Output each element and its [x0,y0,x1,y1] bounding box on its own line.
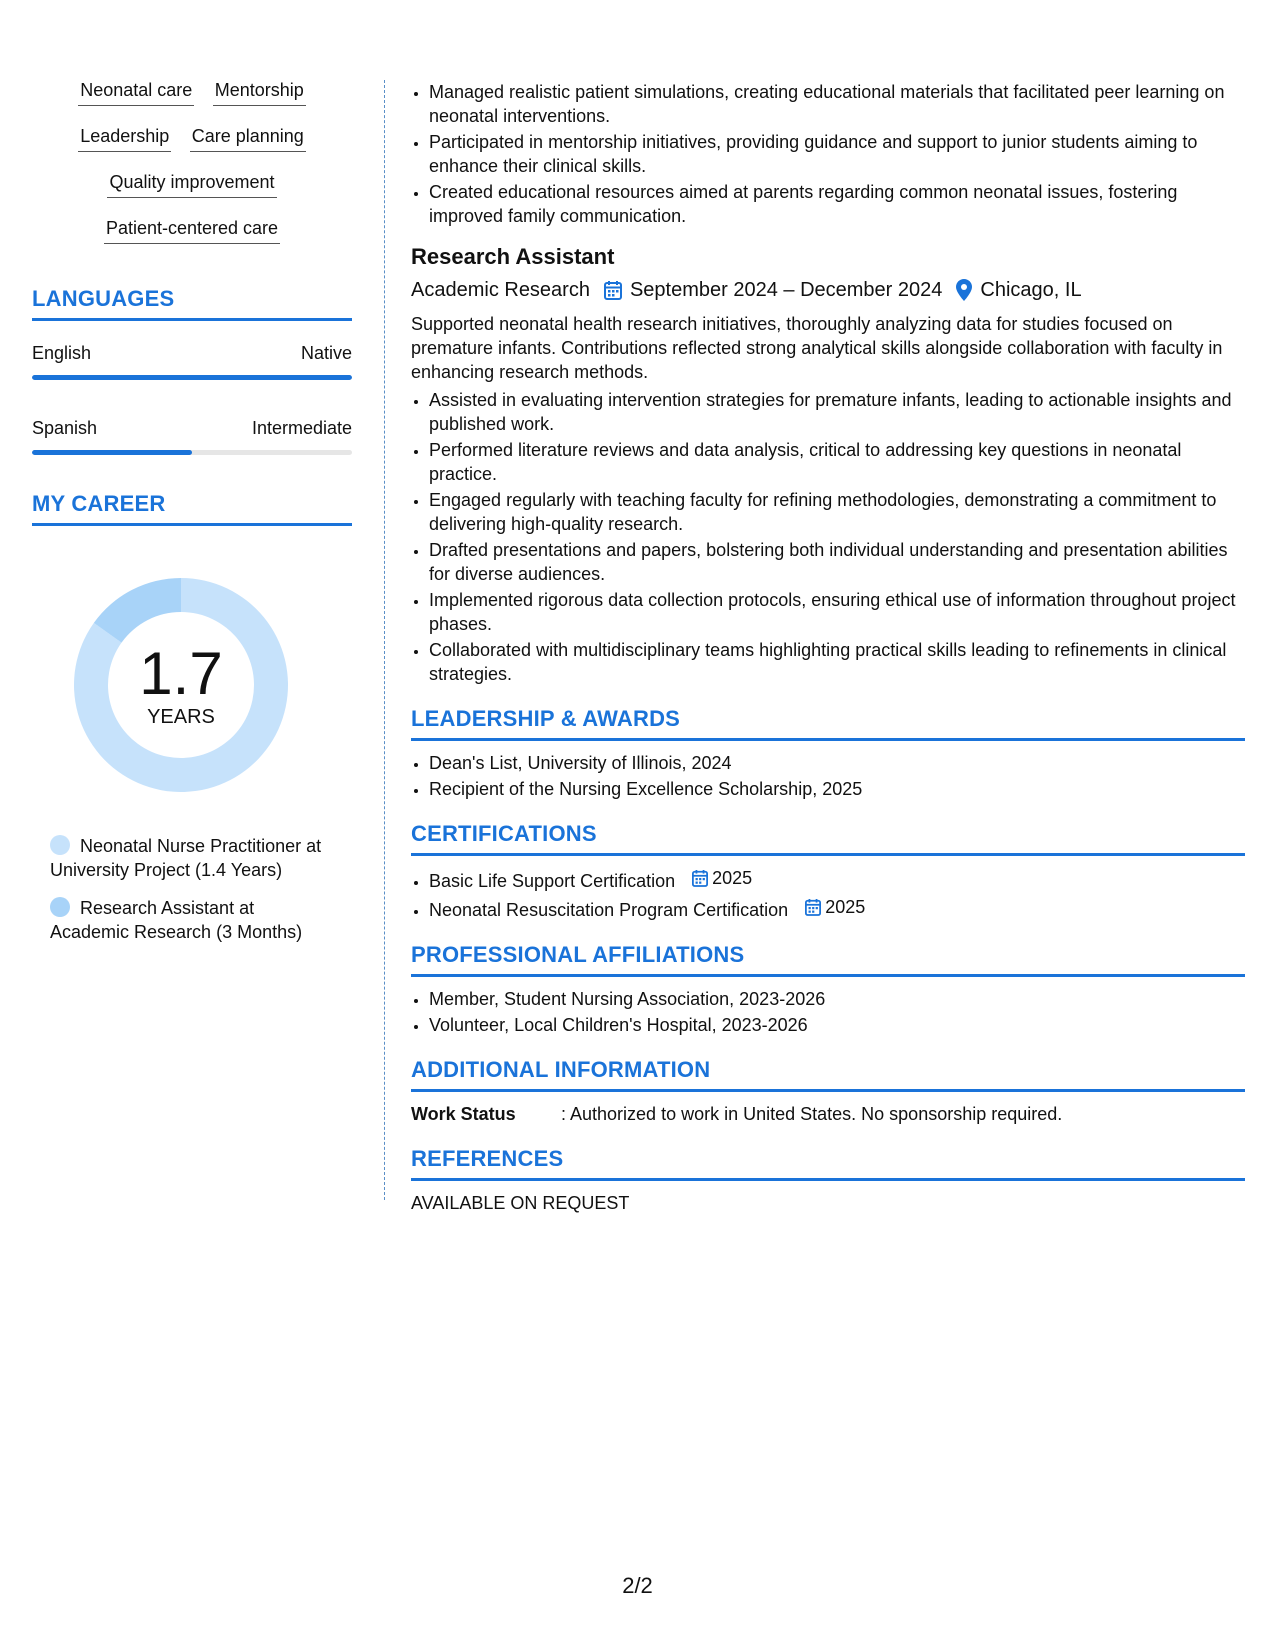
job-dates: September 2024 – December 2024 [629,279,943,301]
legend-label: Research Assistant at Academic Research (3 Months) [50,898,303,942]
calendar-icon [604,280,622,300]
additional-section [411,1057,1245,1126]
page-number: 2/2 [622,1573,653,1598]
references-text: AVAILABLE ON REQUEST [411,1193,630,1213]
prev-job-bullets [411,80,1245,228]
skill-tag: Quality improvement [107,170,276,198]
bullet-item: • Implemented rigorous data collection protocols, ensuring ethical use of information throughout project phases. [429,588,1245,636]
affiliations-section [411,942,1245,1037]
certification-item [429,866,1245,893]
job-bullets [411,388,1245,686]
bullet-item: • Drafted presentations and papers, bolstering both individual understanding and presentation abilities for diverse audiences. [429,538,1245,586]
certification-name: Basic Life Support Certification [429,871,676,891]
certifications-section [411,821,1245,922]
calendar-icon [805,898,821,916]
skill-row [32,170,352,202]
job-title: Research Assistant [411,244,615,269]
language-level-fill [32,375,352,380]
additional-row [411,1102,1245,1126]
languages-section [32,286,352,455]
certification-year: 2025 [825,897,866,917]
calendar-icon [692,869,708,887]
job-description: Supported neonatal health research initiatives, thoroughly analyzing data for studies focused on premature infants. Contributions reflected strong analytical skills alongside collaboration with faculty in enhancing research methods. [411,314,1223,382]
legend-label: Neonatal Nurse Practitioner at University Project (1.4 Years) [50,836,322,880]
skill-row [32,78,352,110]
additional-value: : Authorized to work in United States. No sponsorship required. [561,1104,1063,1124]
references-heading: REFERENCES [411,1146,1245,1181]
legend-item [50,834,330,882]
certifications-heading: CERTIFICATIONS [411,821,1245,856]
languages-heading: LANGUAGES [32,286,352,321]
language-level: Native [300,343,352,363]
job-company: Academic Research [411,279,590,301]
career-total-unit: YEARS [147,706,215,728]
bullet-item: • Created educational resources aimed at parents regarding common neonatal issues, fostering improved family communication. [429,180,1245,228]
language-name: English [32,343,92,363]
column-divider [384,80,385,1200]
leadership-heading: LEADERSHIP & AWARDS [411,706,1245,741]
bullet-item: • Volunteer, Local Children's Hospital, 2023-2026 [429,1013,1245,1037]
additional-key: Work Status [411,1104,516,1124]
bullet-item: • Recipient of the Nursing Excellence Scholarship, 2025 [429,777,1245,801]
job-location: Chicago, IL [980,279,1082,301]
career-legend [32,834,352,944]
bullet-item: • Member, Student Nursing Association, 2023-2026 [429,987,1245,1011]
certifications-list [411,866,1245,922]
language-level: Intermediate [251,418,352,438]
skill-tag: Neonatal care [78,78,194,106]
leadership-section [411,706,1245,801]
language-level-fill [32,450,192,455]
references-section [411,1146,1245,1215]
additional-heading: ADDITIONAL INFORMATION [411,1057,1245,1092]
bullet-item: • Participated in mentorship initiatives, providing guidance and support to junior students aiming to enhance their clinical skills. [429,130,1245,178]
language-item [32,341,352,380]
bullet-item: • Engaged regularly with teaching faculty for refining methodologies, demonstrating a commitment to delivering high-quality research. [429,488,1245,536]
certification-year: 2025 [712,868,753,888]
skill-tag: Care planning [190,124,306,152]
language-list [32,341,352,455]
location-pin-icon [956,279,972,301]
skills-tags [32,78,352,248]
skill-tag: Mentorship [213,78,306,106]
certification-item [429,895,1245,922]
career-total-value: 1.7 [139,640,223,707]
bullet-item: • Managed realistic patient simulations, creating educational materials that facilitated peer learning on neonatal interventions. [429,80,1245,128]
legend-dot [50,835,70,855]
skill-row [32,216,352,248]
certification-name: Neonatal Resuscitation Program Certification [429,900,789,920]
legend-item [50,896,330,944]
bullet-item: • Performed literature reviews and data analysis, critical to addressing key questions in neonatal practice. [429,438,1245,486]
bullet-item: • Dean's List, University of Illinois, 2024 [429,751,1245,775]
skill-row [32,124,352,156]
job-entry [411,242,1245,686]
bullet-item: • Collaborated with multidisciplinary teams highlighting practical skills leading to refinements in clinical strategies. [429,638,1245,686]
job-meta [411,276,1245,304]
skill-tag: Leadership [78,124,171,152]
career-heading: MY CAREER [32,491,352,526]
language-item [32,416,352,455]
affiliations-list [411,987,1245,1037]
right-column [411,80,1245,1215]
donut-center [66,570,296,800]
language-level-bar [32,450,352,455]
leadership-list [411,751,1245,801]
language-name: Spanish [32,418,98,438]
language-level-bar [32,375,352,380]
bullet-item: • Assisted in evaluating intervention strategies for premature infants, leading to actionable insights and published work. [429,388,1245,436]
affiliations-heading: PROFESSIONAL AFFILIATIONS [411,942,1245,977]
left-column [32,78,352,958]
skill-tag: Patient-centered care [104,216,280,244]
career-donut-chart [66,570,296,800]
career-section [32,491,352,944]
legend-dot [50,897,70,917]
